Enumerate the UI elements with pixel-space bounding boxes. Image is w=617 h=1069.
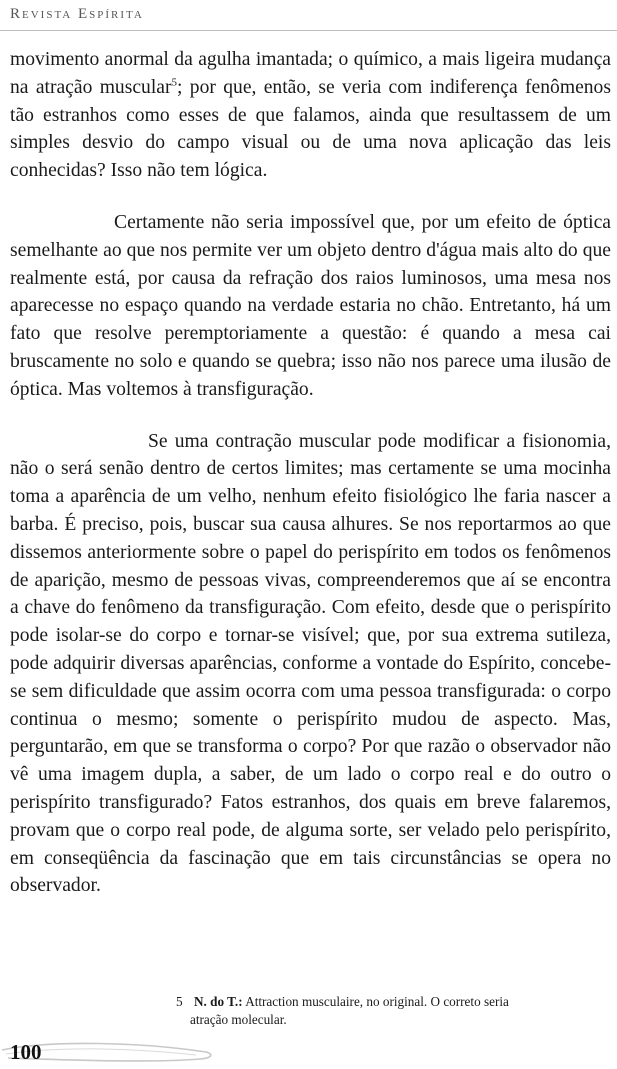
paragraph-3: Se uma contração muscular pode modificar a fisionomia, não o será senão dentro de certos limites; mas certamente se uma mocinha toma a aparência de um velho, nenhum efeito fisiológico lhe faria nascer a barba. É preciso, pois, buscar sua causa alhures. Se nos reportarmos ao que dissemos anteriormente sobre o papel do perispírito em todos os fenômenos de aparição, mesmo de pessoas vivas, compreenderemos que aí se encontra a chave do fenômeno da transfiguração. Com efeito, desde que o perispírito pode isolar-se do corpo e tornar-se visível; que, por sua extrema sutileza, pode adquirir diversas aparências, conforme a vontade do Espírito, concebe-se sem dificuldade que assim ocorra com uma pessoa transfigurada: o corpo continua o mesmo; somente o perispírito mudou de aspecto. Mas, perguntarão, em que se transforma o corpo? Por que razão o observador não vê uma imagem dupla, a saber, de um lado o corpo real e do outro o perispírito transfigurado? Fatos estranhos, dos quais em breve falaremos, provam que o corpo real pode, de alguma sorte, ser velado pelo perispírito, em conseqüência da fascinação que em tais circunstâncias se opera no observador. [10,430,611,897]
header-divider [0,30,617,31]
paragraph-1-text-cont: ; por que, então, se veria com indiferença fenômenos tão estranhos como esses de que falamos, ainda que resultassem de um simples desvio do campo visual ou de uma nova aplicação das leis conhecidas? Isso não tem lógica. [10,76,611,182]
page-number: 100 [10,1040,42,1064]
paragraph-1-text: movimento anormal da agulha imantada; o químico, a mais ligeira mudança na atração muscular [10,49,611,98]
footnote [176,993,611,1029]
footnote-tag: N. do T.: [194,994,243,1009]
paragraph-1 [10,46,611,185]
main-text [10,46,611,900]
footnote-text-cont: atração molecular. [190,1012,287,1027]
footnote-number: 5 [176,994,183,1009]
footnote-text: Attraction musculaire, no original. O correto seria [245,994,509,1009]
footnote-reference[interactable]: 5 [171,76,178,89]
running-header: Revista Espírita [10,6,144,22]
paragraph-2: Certamente não seria impossível que, por um efeito de óptica semelhante ao que nos permite ver um objeto dentro d'água mais alto do que realmente está, por causa da refração dos raios luminosos, uma mesa nos aparecesse no espaço quando na verdade estaria no chão. Entretanto, há um fato que resolve peremptoriamente a questão: é quando a mesa cai bruscamente no solo e quando se quebra; isso não nos parece uma ilusão de óptica. Mas voltemos à transfiguração. [10,211,611,400]
